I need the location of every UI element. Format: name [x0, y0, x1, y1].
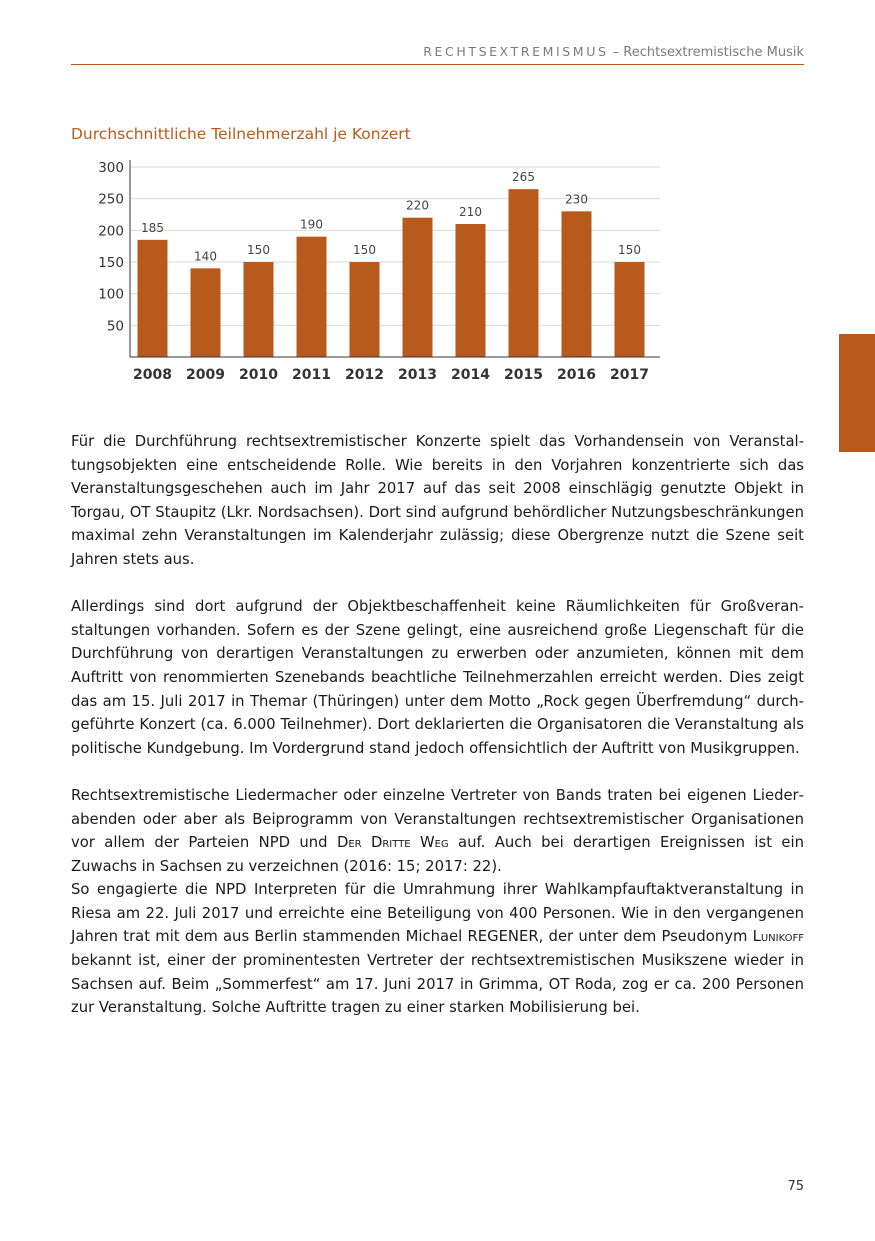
- chart-x-labels: [133, 367, 649, 383]
- running-header: [71, 44, 804, 60]
- paragraph-npd-events-part2: bekannt ist, einer der prominentesten Vertreter der rechtsextremistischen Musikszene wieder in Sachsen auf. Beim „Sommerfest“ am 17. Juni 2017 in Grimma, OT Roda, zog er ca. 200 Personen zur Veranstaltung. Solche Auftritte tragen zu einer starken Mobilisierung bei.: [71, 952, 804, 1017]
- bar-value-label: 230: [565, 192, 588, 207]
- y-tick-label: 300: [98, 160, 124, 176]
- bar-2016: [562, 211, 592, 357]
- header-section: RECHTSEXTREMISMUS: [423, 44, 609, 59]
- x-tick-label: 2008: [133, 367, 172, 383]
- paragraph-large-events: Allerdings sind dort aufgrund der Objektbeschaffenheit keine Räumlichkeiten für Großveranstaltungen vorhanden. Sofern es der Szene gelingt, eine ausreichend große Liegenschaft für die Durchführung von derartigen Veranstaltungen zu erwerben oder anzumieten, können mit dem Auftritt von renommierten Szenebands beachtliche Teilnehmerzahlen erreicht werden. Dies zeigt das am 15. Juli 2017 in Themar (Thüringen) unter dem Motto „Rock gegen Überfremdung“ durchgeführte Konzert (ca. 6.000 Teilnehmer). Dort deklarierten die Organisatoren die Veranstaltung als politische Kundgebung. Im Vordergrund stand jedoch offensichtlich der Auftritt von Musikgruppen.: [71, 598, 804, 757]
- x-tick-label: 2015: [504, 367, 543, 383]
- bar-2008: [138, 240, 168, 357]
- x-tick-label: 2009: [186, 367, 225, 383]
- bar-value-label: 265: [512, 170, 535, 185]
- paragraph-song-evenings-part2: auf. Auch bei derartigen Ereignissen ist ein Zuwachs in Sachsen zu verzeichnen (2016: 15; 2017: 22).: [71, 834, 804, 875]
- chapter-side-tab: [839, 334, 875, 452]
- paragraph-song-evenings: [71, 784, 804, 878]
- paragraph-song-evenings-part1: Rechtsextremistische Liedermacher oder einzelne Vertreter von Bands traten bei eigenen Liederabenden oder aber als Beiprogramm von Veranstaltungen rechtsextremistischer Organisationen vor allem der Parteien NPD und: [71, 786, 804, 852]
- party-name: Der Dritte Weg: [336, 834, 449, 852]
- bar-2013: [403, 218, 433, 357]
- bar-2011: [297, 237, 327, 357]
- paragraph-npd-events-part1: So engagierte die NPD Interpreten für die Umrahmung ihrer Wahlkampfauftaktveranstaltung in Riesa am 22. Juli 2017 und erreichte eine Beteiligung von 400 Personen. Wie in den vergangenen Jahren trat mit dem aus Berlin stammenden Michael REGENER, der unter dem Pseudonym: [71, 881, 804, 946]
- header-separator: –: [608, 45, 624, 60]
- header-rule: [71, 64, 804, 65]
- page-number: 75: [787, 1179, 804, 1194]
- y-tick-label: 250: [98, 191, 124, 208]
- chart-y-ticks: [98, 160, 124, 334]
- paragraph-npd-events: [71, 878, 804, 1020]
- bar-2010: [244, 262, 274, 357]
- bar-value-label: 150: [618, 243, 641, 257]
- bar-2017: [615, 262, 645, 357]
- x-tick-label: 2013: [398, 367, 437, 383]
- chart-title: Durchschnittliche Teilnehmerzahl je Konzert: [71, 125, 411, 143]
- bar-2015: [509, 189, 539, 357]
- bar-value-label: 150: [247, 243, 270, 257]
- y-tick-label: 200: [98, 223, 124, 240]
- bar-2009: [191, 268, 221, 357]
- bar-value-label: 210: [459, 205, 482, 219]
- y-tick-label: 150: [98, 255, 124, 271]
- pseudonym: Lunikoff: [752, 928, 804, 946]
- y-tick-label: 50: [106, 318, 124, 335]
- bar-2012: [350, 262, 380, 357]
- x-tick-label: 2016: [557, 367, 596, 383]
- bar-value-label: 190: [300, 217, 323, 232]
- x-tick-label: 2010: [239, 367, 278, 383]
- x-tick-label: 2017: [610, 367, 649, 383]
- bar-value-label: 185: [141, 220, 164, 235]
- bar-value-label: 140: [194, 249, 217, 264]
- y-tick-label: 100: [98, 286, 124, 303]
- paragraph-venues: Für die Durchführung rechtsextremistischer Konzerte spielt das Vorhandensein von Veranstaltungsobjekten eine entscheidende Rolle. Wie bereits in den Vorjahren konzentrierte sich das Veranstaltungsgeschehen auch im Jahr 2017 auf das seit 2008 einschlägig genutzte Objekt in Torgau, OT Staupitz (Lkr. Nordsachsen). Dort sind aufgrund behördlicher Nutzungsbeschränkungen maximal zehn Veranstaltungen im Kalenderjahr zulässig; diese Obergrenze nutzt die Szene seit Jahren stets aus.: [71, 433, 804, 568]
- x-tick-label: 2012: [345, 367, 384, 383]
- bar-chart: [85, 150, 685, 390]
- x-tick-label: 2011: [292, 367, 331, 383]
- bar-value-label: 150: [353, 243, 376, 257]
- bar-2014: [456, 224, 486, 357]
- header-subsection: Rechtsextremistische Musik: [623, 45, 804, 60]
- body-text: [71, 430, 804, 1020]
- x-tick-label: 2014: [451, 367, 490, 383]
- bar-value-label: 220: [406, 198, 429, 213]
- chart-bars: [138, 189, 645, 357]
